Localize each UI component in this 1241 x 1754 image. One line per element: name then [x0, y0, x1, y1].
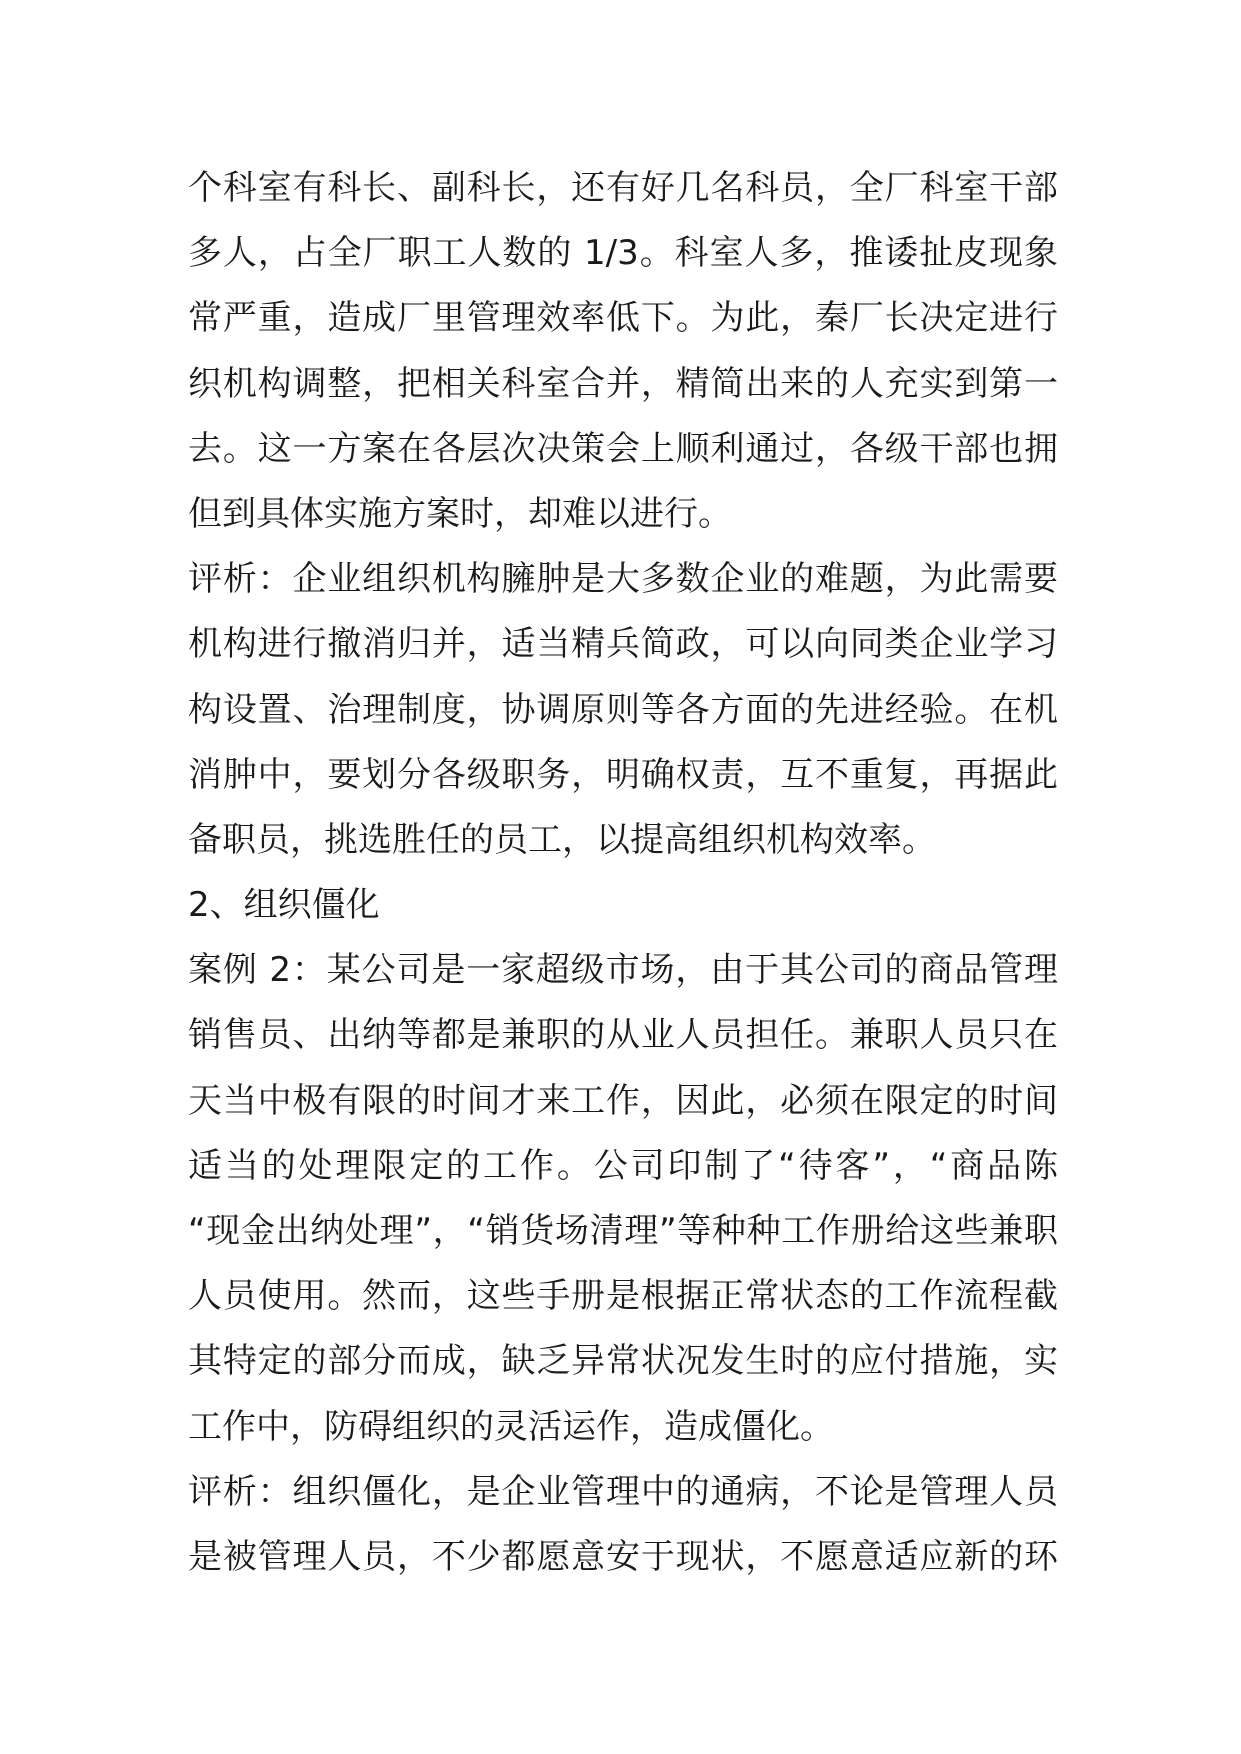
body-text: [188, 156, 1058, 1590]
text-line: 评析：组织僵化，是企业管理中的通病，不论是管理人员: [188, 1471, 1058, 1512]
text-line: 消肿中，要划分各级职务，明确权责，互不重复，再据此: [188, 754, 1058, 795]
text-line: 其特定的部分而成，缺乏异常状况发生时的应付措施，实: [188, 1341, 1058, 1382]
text-line: 多人，占全厂职工人数的 1/3。科室人多，推诿扯皮现象: [188, 233, 1058, 274]
text-line: “现金出纳处理”，“销货场清理”等种种工作册给这些兼职: [188, 1211, 1058, 1251]
text-line: 工作中，防碍组织的灵活运作，造成僵化。: [188, 1406, 834, 1447]
text-line: 构设置、治理制度，协调原则等各方面的先进经验。在机: [188, 689, 1058, 730]
text-line: 评析：企业组织机构臃肿是大多数企业的难题，为此需要: [188, 559, 1058, 600]
text-line: 但到具体实施方案时，却难以进行。: [188, 493, 732, 534]
text-line: 天当中极有限的时间才来工作，因此，必须在限定的时间: [188, 1080, 1058, 1121]
text-line: 去。这一方案在各层次决策会上顺利通过，各级干部也拥: [188, 428, 1058, 469]
text-line: 织机构调整，把相关科室合并，精简出来的人充实到第一: [188, 363, 1058, 404]
text-line: 适当的处理限定的工作。公司印制了“待客”，“商品陈: [188, 1145, 1058, 1186]
text-line: 销售员、出纳等都是兼职的从业人员担任。兼职人员只在: [188, 1015, 1058, 1056]
text-line: 案例 2：某公司是一家超级市场，由于其公司的商品管理: [188, 950, 1058, 991]
text-line: 机构进行撤消归并，适当精兵简政，可以向同类企业学习: [188, 624, 1058, 665]
text-line: 备职员，挑选胜任的员工，以提高组织机构效率。: [188, 819, 936, 860]
text-line: 是被管理人员，不少都愿意安于现状，不愿意适应新的环: [188, 1536, 1058, 1577]
section-heading: 2、组织僵化: [188, 885, 380, 926]
text-line: 人员使用。然而，这些手册是根据正常状态的工作流程截: [188, 1276, 1058, 1317]
text-line: 常严重，造成厂里管理效率低下。为此，秦厂长决定进行: [188, 298, 1058, 339]
text-line: 个科室有科长、副科长，还有好几名科员，全厂科室干部: [188, 168, 1058, 208]
